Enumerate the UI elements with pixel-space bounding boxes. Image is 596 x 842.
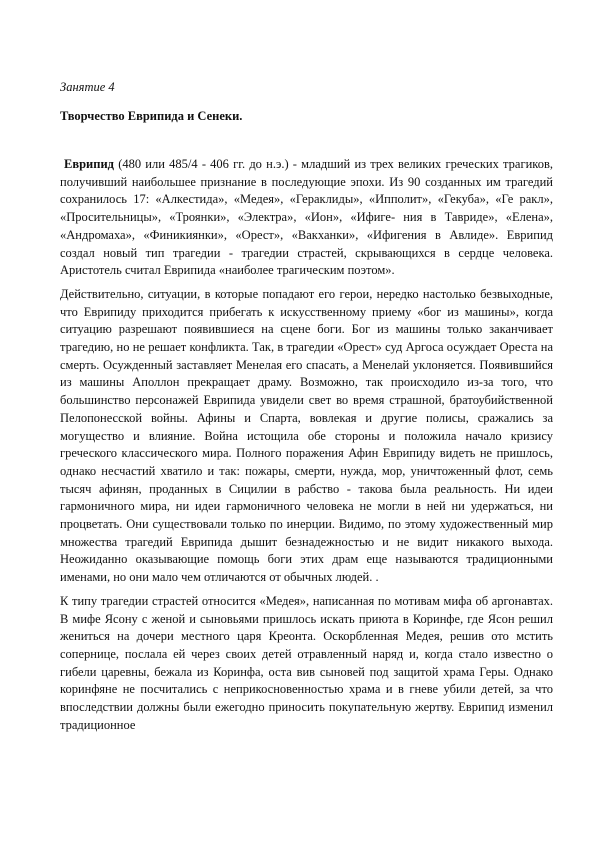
- paragraph-deus-ex-machina: Действительно, ситуации, в которые попадают его герои, нередко настолько безвыходные, что Еврипиду приходится прибегать к искусственному приему «бог из машины», когда ситуацию разрешают появившиеся на сцене боги. Бог из машины только заканчивает трагедию, но не решает конфликта. Так, в трагедии «Орест» суд Аргоса осуждает Ореста на смерть. Осужденный заставляет Менелая его спасать, а Менелай уклоняется. Появившийся из машины Аполлон прекращает драму. Возможно, так происходило из-за того, что большинство персонажей Еврипида увидели свет во время страшной, братоубийственной Пелопонесской войны. Афины и Спарта, вовлекая и другие полисы, сражались за могущество и влияние. Война истощила обе стороны и положила начало кризису греческого классического мира. Полного поражения Афин Еврипиду видеть не пришлось, однако несчастий хватило и так: пожары, смерти, нужда, мор, уничтоженный флот, семь тысяч афинян, проданных в Сицилии в рабство - такова была реальность. Ни идеи гармоничного мира, ни идеи гармоничного человека не могли в ней ни удержаться, ни процветать. Они существовали только по инерции. Видимо, по этому художественный мир множества трагедий Еврипида дышит безнадежностью и не видит никакого выхода. Неожиданно оказывающие помощь боги этих драм еще называются традиционными именами, но они мало чем отличаются от обычных людей. .: [60, 286, 553, 585]
- body-text: [60, 156, 553, 741]
- lesson-label: Занятие 4: [60, 80, 115, 94]
- paragraph-intro-text: (480 или 485/4 - 406 гг. до н.э.) - младший из трех великих греческих трагиков, получивший наибольшее признание в последующие эпохи. Из 90 созданных им трагедий сохранилось 17: «Алкестида», «Медея», «Гераклиды», «Ипполит», «Гекуба», «Ге ракл», «Просительницы», «Троянки», «Электра», «Ион», «Ифиге- ния в Тавриде», «Елена», «Андромаха», «Финикиянки», «Орест», «Вакханки», «Ифигения в Авлиде». Еврипид создал новый тип трагедии - трагедии страстей, скрывающихся в сердце человека. Аристотель считал Еврипида «наиболее трагическим поэтом».: [60, 157, 553, 278]
- term-euripides: Еврипид: [64, 157, 114, 171]
- paragraph-medea: К типу трагедии страстей относится «Медея», написанная по мотивам мифа об аргонавтах. В мифе Ясону с женой и сыновьями пришлось искать приюта в Коринфе, где Ясон решил жениться на дочери местного царя Креонта. Оскорбленная Медея, решив ото мстить сопернице, послала ей через своих детей отравленный наряд и, когда стало известно о гибели царевны, бежала из Коринфа, оста вив сыновей под защитой храма Геры. Однако коринфяне не посчитались с неприкосновенностью храма и в гневе убили детей, за что впоследствии должны были ежегодно приносить покупательную жертву. Еврипид изменил традиционное: [60, 593, 553, 732]
- page-title: Творчество Еврипида и Сенеки.: [60, 109, 243, 123]
- paragraph-intro: [60, 156, 553, 280]
